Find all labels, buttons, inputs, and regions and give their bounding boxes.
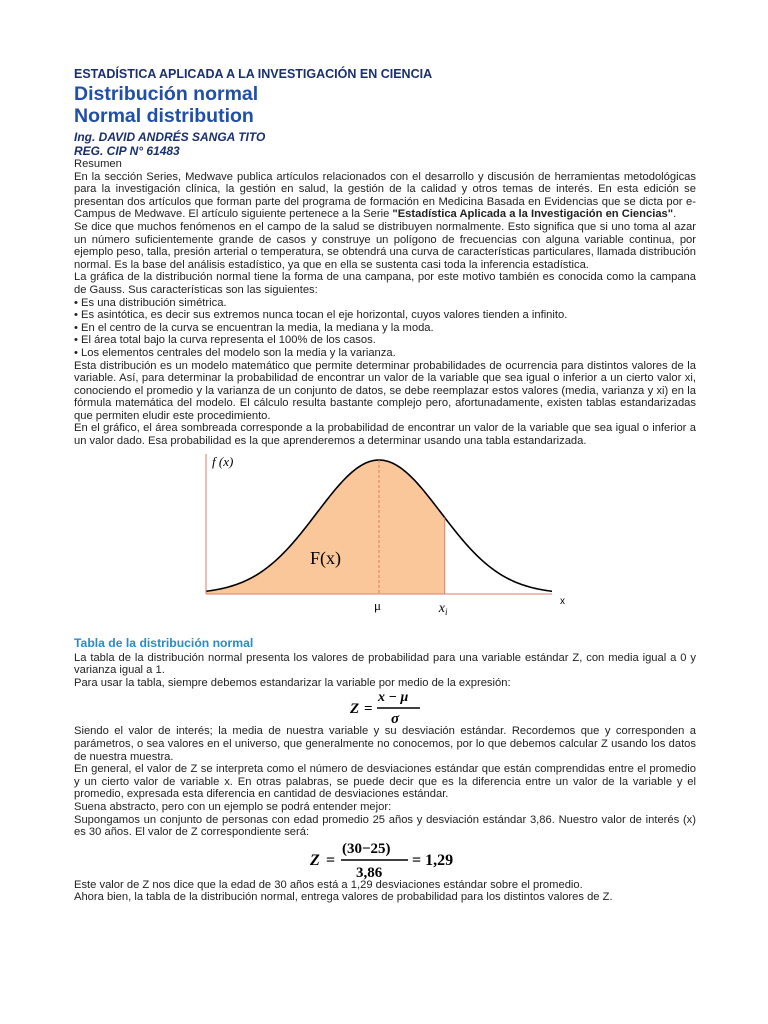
formula-lhs: Z	[350, 701, 360, 718]
paragraph-example: Supongamos un conjunto de personas con edad promedio 25 años y desviación estándar 3,86. Nuestro valor de interés (x) es 30 años. El valor de Z correspondiente será:	[74, 813, 696, 839]
paragraph-table-values: Ahora bien, la tabla de la distribución normal, entrega valores de probabilidad para los distintos valores de Z.	[74, 891, 613, 904]
z-formula-svg	[348, 689, 448, 727]
example-numerator: (30−25)	[342, 840, 391, 857]
xi-subscript: i	[444, 606, 448, 617]
paragraph-abstract: Suena abstracto, pero con un ejemplo se podrá entender mejor:	[74, 801, 392, 813]
author-registration: REG. CIP N° 61483	[74, 144, 180, 158]
author-name: Ing. DAVID ANDRÉS SANGA TITO	[74, 130, 266, 144]
list-item: • Es una distribución simétrica.	[74, 297, 696, 310]
xi-main: x	[438, 600, 445, 616]
resumen-label: Resumen	[74, 158, 122, 170]
intro-text: En la sección Series, Medwave publica artículos relacionados con el desarrollo y discusión de herramientas metodológicas para la investigación clínica, la gestión en salud, la gestión de la calidad y otros temas de interés. En esta edición se presentan dos artículos que forman parte del programa de formación en Medicina Basada en Evidencias que se dicta por e-Campus de Medwave. El artículo siguiente pertenece a la Serie	[74, 170, 696, 221]
area-label: F(x)	[310, 547, 341, 568]
mu-label: μ	[374, 597, 381, 613]
paragraph-shaded-area: En el gráfico, el área sombreada corresponde a la probabilidad de encontrar un valor de la variable que sea igual o inferior a un valor dado. Esa probabilidad es la que aprenderemos a determinar usando una tabla estandarizada.	[74, 422, 696, 448]
z-example-svg	[308, 839, 478, 881]
table-section-title: Tabla de la distribución normal	[74, 635, 254, 650]
document-page	[74, 66, 696, 904]
x-axis-label: x	[560, 595, 565, 607]
z-example-formula	[74, 839, 696, 879]
list-item: • El área total bajo la curva representa el 100% de los casos.	[74, 334, 696, 347]
paragraph-bell-shape: La gráfica de la distribución normal tiene la forma de una campana, por este motivo también es conocida como la campana de Gauss. Sus características son las siguientes:	[74, 271, 696, 296]
list-item: • Es asintótica, es decir sus extremos nunca tocan el eje horizontal, cuyos valores tienden a infinito.	[74, 309, 696, 322]
example-result: = 1,29	[412, 851, 454, 869]
paragraph-symbols: Siendo el valor de interés; la media de nuestra variable y su desviación estándar. Recordemos que y corresponden a parámetros, o sea valores en el universo, que generalmente no conocemos, por lo que debemos calcular Z usando los datos de nuestra muestra.	[74, 725, 696, 763]
paragraph-result: Este valor de Z nos dice que la edad de 30 años está a 1,29 desviaciones estándar sobre el promedio.	[74, 878, 583, 891]
intro-end: .	[673, 208, 677, 221]
list-item: • En el centro de la curva se encuentran la media, la mediana y la moda.	[74, 322, 696, 335]
paragraph-interpretation: En general, el valor de Z se interpreta como el número de desviaciones estándar que están comprendidas entre el promedio y un cierto valor de variable x. En otras palabras, se puede decir que es la diferencia entre un valor de la variable y el promedio, expresada esta diferencia en cantidad de desviaciones estándar.	[74, 763, 696, 801]
paragraph-model: Esta distribución es un modelo matemático que permite determinar probabilidades de ocurrencia para distintos valores de la variable. Así, para determinar la probabilidad de encontrar un valor de la variable que sea igual o inferior a un cierto valor xi, conociendo el promedio y la varianza de un conjunto de datos, se debe reemplazar estos valores (media, varianza y xi) en la fórmula matemática del modelo. El cálculo resulta bastante complejo pero, afortunadamente, existen tablas estandarizadas que permiten eludir este procedimiento.	[74, 359, 696, 422]
title-english: Normal distribution	[74, 105, 254, 127]
normal-curve-svg	[192, 450, 582, 626]
characteristics-list	[74, 297, 696, 360]
list-item: • Los elementos centrales del modelo son la media y la varianza.	[74, 347, 696, 360]
formula-denominator: σ	[391, 711, 400, 728]
paragraph-normal-phenomena: Se dice que muchos fenómenos en el campo de la salud se distribuyen normalmente. Esto significa que si uno toma al azar un número suficientemente grande de casos y construye un polígono de frecuencias con alguna variable continua, por ejemplo peso, talla, presión arterial o temperatura, se obtendrá una curva de características particulares, llamada distribución normal. Es la base del análisis estadístico, ya que en ella se sustenta casi toda la inferencia estadística.	[74, 220, 696, 271]
title-spanish: Distribución normal	[74, 83, 259, 105]
xi-label	[438, 601, 448, 617]
example-equals: =	[326, 851, 336, 869]
example-denominator: 3,86	[356, 864, 383, 881]
intro-paragraph	[74, 171, 696, 221]
table-intro: La tabla de la distribución normal presenta los valores de probabilidad para una variable estándar Z, con media igual a 0 y varianza igual a 1.	[74, 651, 696, 677]
example-lhs: Z	[310, 851, 320, 869]
series-kicker: ESTADÍSTICA APLICADA A LA INVESTIGACIÓN EN CIENCIA	[74, 67, 433, 81]
y-axis-label: f (x)	[212, 453, 234, 469]
shaded-area	[206, 460, 445, 594]
z-formula	[74, 689, 696, 728]
table-usage: Para usar la tabla, siempre debemos estandarizar la variable por medio de la expresión:	[74, 676, 511, 689]
formula-numerator: x − μ	[378, 690, 409, 706]
normal-curve-figure	[74, 448, 696, 626]
formula-equals: =	[364, 701, 373, 718]
series-name: "Estadística Aplicada a la Investigación en Ciencias"	[392, 208, 674, 221]
